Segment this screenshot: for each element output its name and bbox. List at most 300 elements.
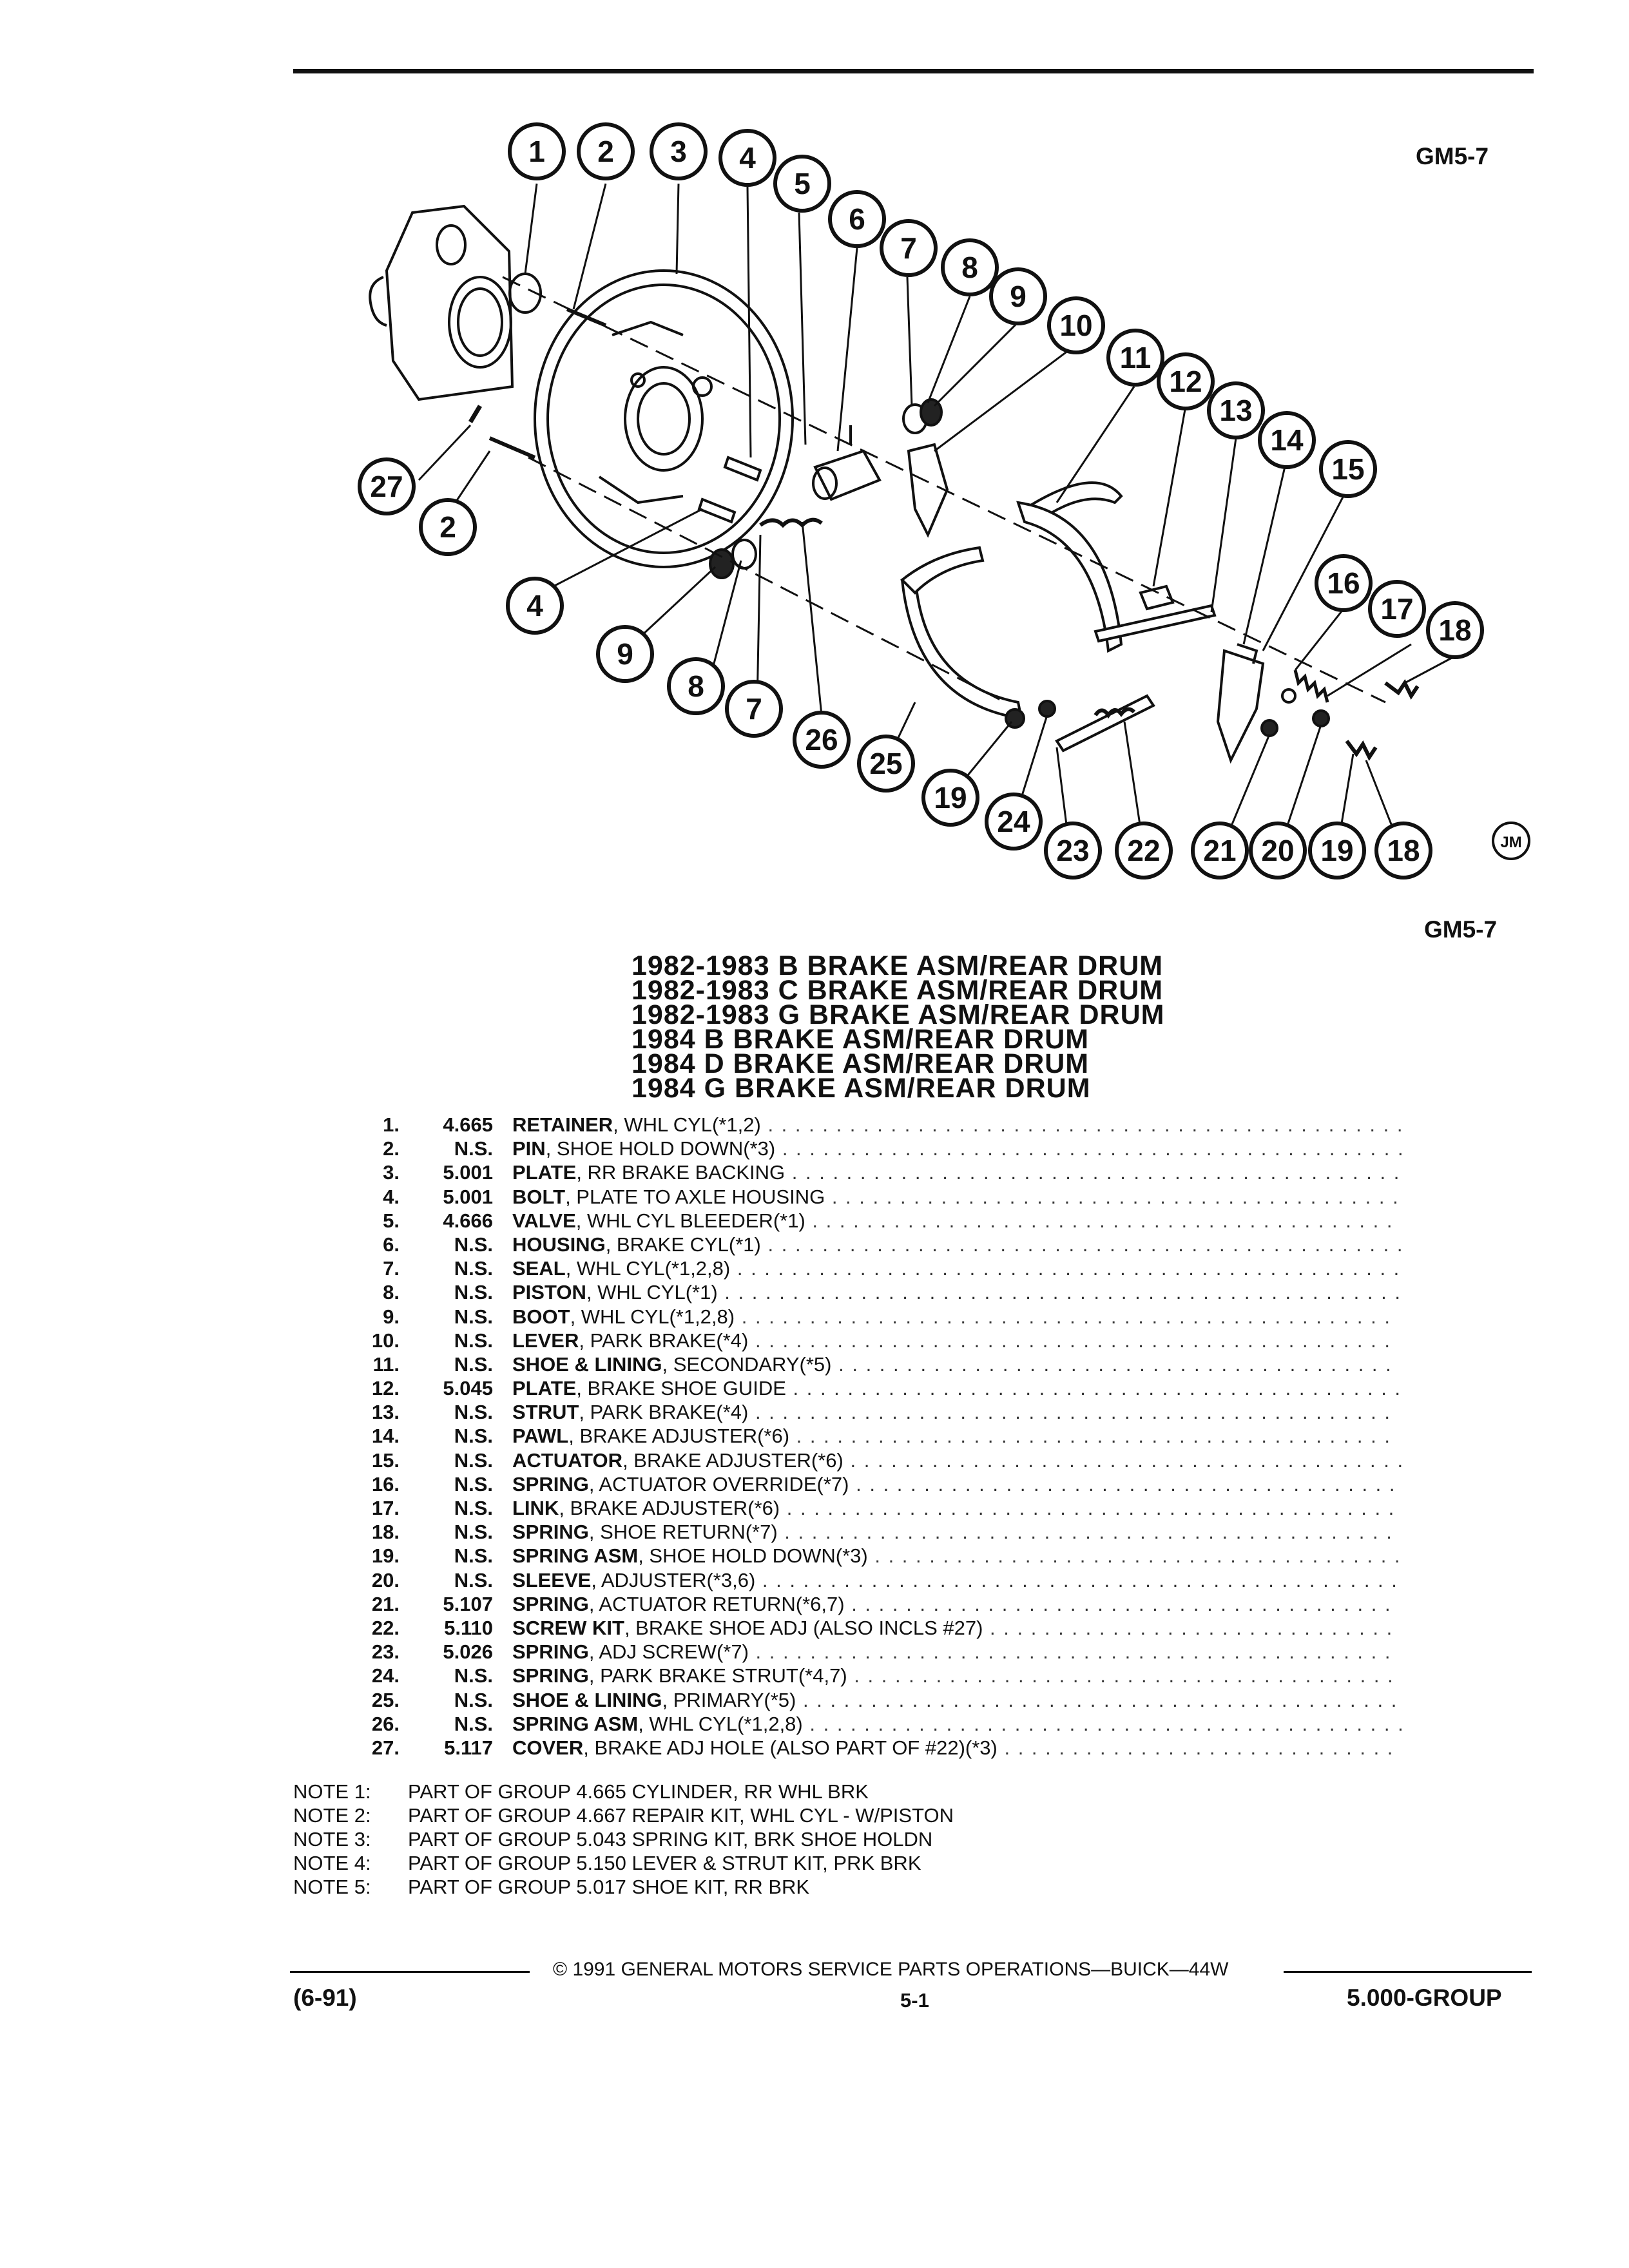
part-name: STRUT	[512, 1401, 579, 1424]
part-detail: , BRAKE ADJUSTER(*6)	[568, 1425, 790, 1448]
svg-text:23: 23	[1056, 834, 1090, 867]
svg-text:21: 21	[1203, 834, 1237, 867]
svg-text:15: 15	[1331, 452, 1365, 486]
callout-19-left	[923, 771, 978, 825]
callout-14	[1260, 413, 1314, 467]
part-detail: , BRAKE ADJ HOLE (ALSO PART OF #22)(*3)	[583, 1736, 998, 1759]
note-row	[293, 1803, 954, 1827]
svg-text:6: 6	[849, 202, 865, 236]
part-name: BOLT	[512, 1185, 566, 1208]
part-number: 13.	[371, 1401, 400, 1424]
part-name: SHOE & LINING	[512, 1688, 662, 1711]
part-row	[348, 1497, 1405, 1521]
part-group: N.S.	[454, 1281, 493, 1304]
note-text: PART OF GROUP 5.043 SPRING KIT, BRK SHOE HOLDN	[408, 1828, 933, 1850]
adjuster-screw-drawing	[1057, 696, 1153, 751]
svg-text:19: 19	[934, 781, 967, 814]
svg-text:27: 27	[370, 470, 403, 503]
callout-1	[510, 124, 564, 178]
part-number: 4.	[383, 1185, 400, 1208]
part-number: 21.	[371, 1592, 400, 1615]
title-line: 1982-1983 B BRAKE ASM/REAR DRUM	[631, 950, 1164, 981]
part-row	[348, 1449, 1405, 1473]
svg-text:11: 11	[1119, 341, 1152, 374]
part-number: 6.	[383, 1233, 400, 1256]
svg-text:3: 3	[670, 135, 687, 168]
part-description	[512, 1617, 1393, 1640]
note-label: NOTE 3:	[293, 1828, 371, 1850]
part-name: COVER	[512, 1736, 584, 1759]
part-group: N.S.	[454, 1544, 493, 1568]
svg-text:1: 1	[528, 135, 545, 168]
svg-text:25: 25	[869, 747, 903, 780]
part-row	[348, 1425, 1405, 1448]
leader-dots: . . . . . . . . . . . . . . . . . . . . . . . . . . . . . . . . . . . . . . . . . . .	[805, 1209, 1394, 1232]
part-group: N.S.	[454, 1137, 493, 1160]
callout-9-top	[991, 269, 1045, 323]
part-group: 5.026	[443, 1640, 493, 1664]
part-group: 5.001	[443, 1185, 493, 1208]
leader-dots: . . . . . . . . . . . . . . . . . . . . . . . . . . . . . . . . . . . . . . . .	[849, 1472, 1396, 1495]
leader-dots: . . . . . . . . . . . . . . . . . . . . . . . . . . . . . . . . . . . . . . . . . . . . . .	[775, 1137, 1405, 1160]
part-detail: , PARK BRAKE STRUT(*4,7)	[588, 1664, 847, 1687]
svg-text:17: 17	[1380, 592, 1414, 626]
part-description	[512, 1233, 1404, 1256]
part-group: N.S.	[454, 1568, 493, 1591]
part-detail: , PLATE TO AXLE HOUSING	[565, 1185, 825, 1208]
part-number: 10.	[371, 1329, 400, 1352]
leader-dots: . . . . . . . . . . . . . . . . . . . . . . . . . . . . . . . . . . . . . . . . . . . . . . . . .	[730, 1257, 1401, 1280]
footer-rule-left	[290, 1971, 530, 1973]
svg-text:4: 4	[739, 141, 756, 175]
part-row	[348, 1281, 1405, 1305]
svg-text:13: 13	[1219, 394, 1253, 427]
callout-22	[1117, 823, 1171, 878]
part-name: SHOE & LINING	[512, 1352, 662, 1376]
part-name: PLATE	[512, 1161, 577, 1184]
title-block	[631, 950, 1211, 1104]
title-line: 1984 G BRAKE ASM/REAR DRUM	[631, 1073, 1091, 1104]
part-description	[512, 1137, 1405, 1160]
title-line: 1984 B BRAKE ASM/REAR DRUM	[631, 1024, 1090, 1055]
notes-list	[293, 1780, 954, 1899]
svg-text:14: 14	[1270, 423, 1304, 457]
part-row	[348, 1257, 1405, 1281]
part-number: 12.	[371, 1377, 400, 1400]
part-detail: , PARK BRAKE(*4)	[579, 1329, 749, 1352]
exploded-brake-diagram	[290, 113, 1553, 918]
backing-plate-drawing	[535, 271, 793, 567]
svg-text:18: 18	[1387, 834, 1420, 867]
leader-dots: . . . . . . . . . . . . . . . . . . . . . . . . . . . . .	[997, 1736, 1394, 1759]
part-row	[348, 1137, 1405, 1161]
leader-dots: . . . . . . . . . . . . . . . . . . . . . . . . . . . . . . . . . . . . . . . . . . . . . . .	[760, 1233, 1404, 1256]
note-label: NOTE 4:	[293, 1852, 371, 1874]
part-group: 5.110	[444, 1616, 493, 1639]
svg-text:5: 5	[794, 167, 811, 200]
part-number: 8.	[383, 1281, 400, 1304]
note-row	[293, 1780, 954, 1803]
part-group: N.S.	[454, 1472, 493, 1495]
part-description	[512, 1521, 1393, 1544]
part-number: 25.	[371, 1688, 400, 1711]
footer-rule-right	[1284, 1971, 1532, 1973]
leader-dots: . . . . . . . . . . . . . . . . . . . . . . . . . . . . . . . . . . . . . . . . .	[843, 1448, 1405, 1472]
leader-dots: . . . . . . . . . . . . . . . . . . . . . . . . . . . . . . . . . . . . . . . . . . . . . . . . . .	[717, 1281, 1402, 1304]
part-description	[512, 1209, 1393, 1233]
part-detail: , WHL CYL(*1,2,8)	[570, 1305, 735, 1328]
title-line: 1984 D BRAKE ASM/REAR DRUM	[631, 1048, 1090, 1079]
wheel-cylinder-drawing	[813, 425, 880, 499]
part-description	[512, 1473, 1396, 1496]
part-description	[512, 1449, 1404, 1472]
leader-dots: . . . . . . . . . . . . . . . . . . . . . . . . . . . . . . . . . . . . . . . . . . . . . . .	[748, 1640, 1392, 1664]
part-description	[512, 1664, 1394, 1687]
part-name: PIN	[512, 1137, 546, 1160]
part-name: SEAL	[512, 1257, 566, 1280]
part-row	[348, 1305, 1405, 1329]
part-name: HOUSING	[512, 1233, 606, 1256]
part-name: SPRING ASM	[512, 1712, 639, 1735]
top-rule	[293, 69, 1534, 73]
part-description	[512, 1281, 1402, 1304]
part-description	[512, 1305, 1391, 1329]
part-detail: , ADJ SCREW(*7)	[588, 1640, 749, 1664]
part-row	[348, 1209, 1405, 1233]
note-text: PART OF GROUP 5.150 LEVER & STRUT KIT, PRK BRK	[408, 1852, 921, 1874]
note-text: PART OF GROUP 5.017 SHOE KIT, RR BRK	[408, 1876, 810, 1898]
artist-mark	[1493, 823, 1529, 859]
svg-text:22: 22	[1127, 834, 1161, 867]
callout-9-bottom	[598, 627, 652, 681]
note-text: PART OF GROUP 4.667 REPAIR KIT, WHL CYL - W/PISTON	[408, 1804, 954, 1827]
part-group: N.S.	[454, 1305, 493, 1328]
part-number: 26.	[371, 1712, 400, 1735]
part-row	[348, 1544, 1405, 1568]
part-description	[512, 1425, 1391, 1448]
part-number: 2.	[383, 1137, 400, 1160]
part-detail: , WHL CYL(*1,2,8)	[565, 1257, 731, 1280]
part-number: 14.	[371, 1425, 400, 1448]
note-label: NOTE 1:	[293, 1780, 371, 1803]
callout-16	[1316, 556, 1371, 610]
leader-dots: . . . . . . . . . . . . . . . . . . . . . . . . . . . . . . . . . . . . . . . . . . . .	[802, 1712, 1405, 1735]
part-detail: , ACTUATOR OVERRIDE(*7)	[588, 1472, 849, 1495]
part-detail: , PRIMARY(*5)	[662, 1688, 796, 1711]
part-number: 20.	[371, 1568, 400, 1591]
part-group: N.S.	[454, 1664, 493, 1687]
leader-dots: . . . . . . . . . . . . . . . . . . . . . . . . . . . . . . . . . . . . . . . . .	[831, 1352, 1393, 1376]
callout-24	[987, 794, 1041, 849]
part-group: 4.666	[443, 1209, 493, 1232]
part-name: LEVER	[512, 1329, 579, 1352]
callout-17	[1370, 582, 1424, 636]
part-group: 5.107	[443, 1592, 493, 1615]
leader-dots: . . . . . . . . . . . . . . . . . . . . . . . . . . . . . . . . . . . . . . . .	[847, 1664, 1394, 1687]
part-detail: , PARK BRAKE(*4)	[579, 1401, 749, 1424]
part-number: 22.	[371, 1616, 400, 1639]
leader-dots: . . . . . . . . . . . . . . . . . . . . . . . . . . . . . . . . . . . . . . . . . . . .	[796, 1688, 1398, 1711]
park-brake-lever-drawing	[909, 445, 947, 535]
title-line: 1982-1983 C BRAKE ASM/REAR DRUM	[631, 975, 1164, 1006]
part-number: 5.	[383, 1209, 400, 1232]
leader-dots: . . . . . . . . . . . . . . . . . . . . . . . . . . . . . . . . . . . . . . . . . . . . .	[786, 1377, 1402, 1400]
part-row	[348, 1401, 1405, 1425]
part-group: N.S.	[454, 1425, 493, 1448]
leader-dots: . . . . . . . . . . . . . . . . . . . . . . . . . . . . . . . . . . . . . . . . . . . . .	[780, 1497, 1396, 1519]
part-detail: , SHOE HOLD DOWN(*3)	[545, 1137, 776, 1160]
leader-dots: . . . . . . . . . . . . . . . . . . . . . . . . . . . . . .	[983, 1616, 1394, 1639]
part-group: N.S.	[454, 1401, 493, 1424]
parts-list	[348, 1113, 1405, 1760]
leader-dots: . . . . . . . . . . . . . . . . . . . . . . . . . . . . . . . . . . . . . . . . . . . . . . .	[760, 1113, 1404, 1136]
part-group: N.S.	[454, 1688, 493, 1711]
part-detail: , ADJUSTER(*3,6)	[591, 1568, 756, 1591]
part-detail: , BRAKE ADJUSTER(*6)	[622, 1448, 843, 1472]
footer-date: (6-91)	[293, 1984, 357, 2011]
svg-text:20: 20	[1261, 834, 1295, 867]
part-description	[512, 1401, 1391, 1424]
part-group: N.S.	[454, 1233, 493, 1256]
svg-text:JM: JM	[1500, 834, 1522, 851]
callout-5	[775, 157, 829, 211]
svg-text:19: 19	[1320, 834, 1354, 867]
part-name: SPRING ASM	[512, 1544, 639, 1568]
footer-group: 5.000-GROUP	[1347, 1984, 1502, 2011]
callout-19-right	[1310, 823, 1364, 878]
part-description	[512, 1593, 1392, 1616]
callout-8-bottom	[669, 659, 723, 713]
leader-dots: . . . . . . . . . . . . . . . . . . . . . . . . . . . . . . . . . . . . . . . . . . . . .	[777, 1521, 1393, 1544]
part-description	[512, 1497, 1395, 1520]
part-row	[348, 1186, 1405, 1209]
svg-text:12: 12	[1169, 365, 1202, 398]
callout-4-top	[720, 131, 775, 185]
part-description	[512, 1640, 1392, 1664]
part-description	[512, 1186, 1400, 1209]
note-row	[293, 1851, 954, 1875]
part-detail: , WHL CYL(*1,2)	[613, 1113, 761, 1136]
part-name: PAWL	[512, 1425, 569, 1448]
part-detail: , WHL CYL(*1,2,8)	[638, 1712, 803, 1735]
actuator-drawing	[1218, 651, 1263, 760]
part-row	[348, 1233, 1405, 1257]
callout-18-bottom	[1376, 823, 1431, 878]
part-group: N.S.	[454, 1352, 493, 1376]
part-row	[348, 1689, 1405, 1713]
callout-27	[360, 459, 414, 514]
footer-page-number: 5-1	[900, 1989, 929, 2012]
primary-shoe-drawing	[902, 573, 1021, 718]
part-detail: , ACTUATOR RETURN(*6,7)	[588, 1592, 845, 1615]
part-detail: , SHOE RETURN(*7)	[588, 1521, 778, 1544]
part-name: SLEEVE	[512, 1568, 592, 1591]
callout-7-bottom	[727, 682, 781, 736]
callout-18-top	[1428, 603, 1482, 657]
part-row	[348, 1569, 1405, 1593]
part-group: N.S.	[454, 1712, 493, 1735]
svg-text:18: 18	[1438, 613, 1472, 647]
part-number: 11.	[372, 1352, 400, 1376]
part-group: N.S.	[454, 1521, 493, 1544]
leader-dots: . . . . . . . . . . . . . . . . . . . . . . . . . . . . . . . . . . . . . . . . . . . .	[789, 1425, 1391, 1448]
svg-text:7: 7	[900, 231, 917, 265]
figure-code-top: GM5-7	[1416, 143, 1489, 169]
callout-26	[795, 713, 849, 767]
part-row	[348, 1736, 1405, 1760]
title-line: 1982-1983 G BRAKE ASM/REAR DRUM	[631, 999, 1165, 1030]
callout-6	[830, 192, 884, 246]
svg-text:4: 4	[526, 589, 543, 622]
leader-dots: . . . . . . . . . . . . . . . . . . . . . . . . . . . . . . . . . . . . . . . . . . . . .	[785, 1161, 1401, 1184]
part-description	[512, 1544, 1402, 1568]
part-group: 5.117	[444, 1736, 493, 1759]
part-name: VALVE	[512, 1209, 576, 1232]
part-number: 18.	[371, 1521, 400, 1544]
part-description	[512, 1713, 1405, 1736]
part-group: 5.001	[443, 1161, 493, 1184]
callout-21	[1193, 823, 1247, 878]
part-detail: , BRAKE ADJUSTER(*6)	[559, 1497, 780, 1519]
callout-13	[1209, 383, 1263, 437]
part-detail: , BRAKE SHOE ADJ (ALSO INCLS #27)	[624, 1616, 983, 1639]
part-detail: , WHL CYL(*1)	[586, 1281, 718, 1304]
callout-15	[1321, 442, 1375, 496]
part-name: SPRING	[512, 1640, 589, 1664]
part-description	[512, 1689, 1398, 1712]
callout-11	[1108, 331, 1162, 385]
part-number: 24.	[371, 1664, 400, 1687]
part-number: 9.	[383, 1305, 400, 1328]
svg-text:8: 8	[961, 251, 978, 284]
part-group: N.S.	[454, 1448, 493, 1472]
pin-drawing	[490, 438, 535, 457]
part-name: SPRING	[512, 1521, 589, 1544]
leader-dots: . . . . . . . . . . . . . . . . . . . . . . . . . . . . . . . . . . . . . . .	[867, 1544, 1402, 1568]
part-row	[348, 1664, 1405, 1688]
part-number: 16.	[371, 1472, 400, 1495]
leader-dots: . . . . . . . . . . . . . . . . . . . . . . . . . . . . . . . . . . . . . . . . . . . . . . .	[748, 1401, 1391, 1424]
callout-3	[651, 124, 706, 178]
part-detail: , BRAKE SHOE GUIDE	[576, 1377, 786, 1400]
part-number: 19.	[371, 1544, 400, 1568]
part-name: PLATE	[512, 1377, 577, 1400]
svg-text:26: 26	[805, 723, 838, 756]
part-name: SPRING	[512, 1664, 589, 1687]
part-number: 3.	[383, 1161, 400, 1184]
part-number: 15.	[371, 1448, 400, 1472]
svg-text:2: 2	[597, 135, 614, 168]
part-group: 5.045	[443, 1377, 493, 1400]
part-name: LINK	[512, 1497, 559, 1519]
leader-dots: . . . . . . . . . . . . . . . . . . . . . . . . . . . . . . . . . . . . . . . .	[844, 1592, 1392, 1615]
part-name: SPRING	[512, 1592, 589, 1615]
svg-text:9: 9	[617, 637, 633, 671]
part-detail: , SHOE HOLD DOWN(*3)	[638, 1544, 868, 1568]
svg-text:16: 16	[1327, 566, 1360, 600]
part-number: 1.	[383, 1113, 400, 1136]
part-row	[348, 1377, 1405, 1401]
svg-text:10: 10	[1059, 309, 1093, 342]
part-detail: , RR BRAKE BACKING	[576, 1161, 786, 1184]
note-label: NOTE 2:	[293, 1804, 371, 1827]
figure-code-mid: GM5-7	[1424, 916, 1498, 943]
leader-dots: . . . . . . . . . . . . . . . . . . . . . . . . . . . . . . . . . . . . . . . . . . . . . . .	[748, 1329, 1391, 1352]
part-group: 4.665	[443, 1113, 493, 1136]
part-detail: , WHL CYL BLEEDER(*1)	[575, 1209, 805, 1232]
part-row	[348, 1521, 1405, 1544]
callout-25	[859, 736, 913, 791]
part-name: SPRING	[512, 1472, 589, 1495]
svg-text:8: 8	[688, 669, 704, 703]
callout-20	[1251, 823, 1305, 878]
part-description	[512, 1353, 1393, 1376]
part-number: 17.	[371, 1497, 400, 1519]
part-row	[348, 1713, 1405, 1736]
part-group: N.S.	[454, 1329, 493, 1352]
svg-text:24: 24	[997, 805, 1030, 838]
part-row	[348, 1473, 1405, 1497]
part-description	[512, 1377, 1402, 1400]
callout-2-bottom	[421, 500, 475, 554]
part-row	[348, 1161, 1405, 1185]
note-row	[293, 1875, 954, 1899]
callout-2-top	[579, 124, 633, 178]
callout-8-top	[943, 240, 997, 294]
part-row	[348, 1593, 1405, 1617]
svg-text:7: 7	[746, 692, 762, 726]
part-detail: , SECONDARY(*5)	[662, 1352, 832, 1376]
part-row	[348, 1617, 1405, 1640]
part-detail: , BRAKE CYL(*1)	[605, 1233, 761, 1256]
part-row	[348, 1353, 1405, 1377]
part-row	[348, 1329, 1405, 1353]
part-description	[512, 1329, 1391, 1352]
part-description	[512, 1569, 1398, 1592]
part-row	[348, 1640, 1405, 1664]
footer-copyright: © 1991 GENERAL MOTORS SERVICE PARTS OPERATIONS—BUICK—44W	[553, 1959, 1229, 1980]
callout-12	[1159, 354, 1213, 408]
note-row	[293, 1827, 954, 1851]
part-name: SCREW KIT	[512, 1616, 624, 1639]
part-name: RETAINER	[512, 1113, 613, 1136]
leader-dots: . . . . . . . . . . . . . . . . . . . . . . . . . . . . . . . . . . . . . . . . . .	[825, 1185, 1400, 1208]
note-text: PART OF GROUP 4.665 CYLINDER, RR WHL BRK	[408, 1780, 869, 1803]
callout-4-bottom	[508, 579, 562, 633]
part-description	[512, 1257, 1400, 1280]
leader-dots: . . . . . . . . . . . . . . . . . . . . . . . . . . . . . . . . . . . . . . . . . . . . . . .	[755, 1568, 1398, 1591]
part-description	[512, 1161, 1400, 1184]
part-group: N.S.	[454, 1257, 493, 1280]
callout-10	[1049, 298, 1103, 352]
part-row	[348, 1113, 1405, 1137]
part-name: BOOT	[512, 1305, 570, 1328]
part-group: N.S.	[454, 1497, 493, 1519]
part-description	[512, 1736, 1394, 1760]
leader-dots: . . . . . . . . . . . . . . . . . . . . . . . . . . . . . . . . . . . . . . . . . . . . . . . .	[735, 1305, 1391, 1328]
part-number: 7.	[383, 1257, 400, 1280]
svg-text:9: 9	[1010, 280, 1027, 313]
callout-7-top	[882, 221, 936, 275]
callout-23	[1046, 823, 1100, 878]
part-number: 27.	[371, 1736, 400, 1759]
part-name: ACTUATOR	[512, 1448, 623, 1472]
part-description	[512, 1113, 1403, 1137]
svg-text:2: 2	[439, 510, 456, 544]
note-label: NOTE 5:	[293, 1876, 371, 1898]
part-number: 23.	[371, 1640, 400, 1664]
part-name: PISTON	[512, 1281, 586, 1304]
